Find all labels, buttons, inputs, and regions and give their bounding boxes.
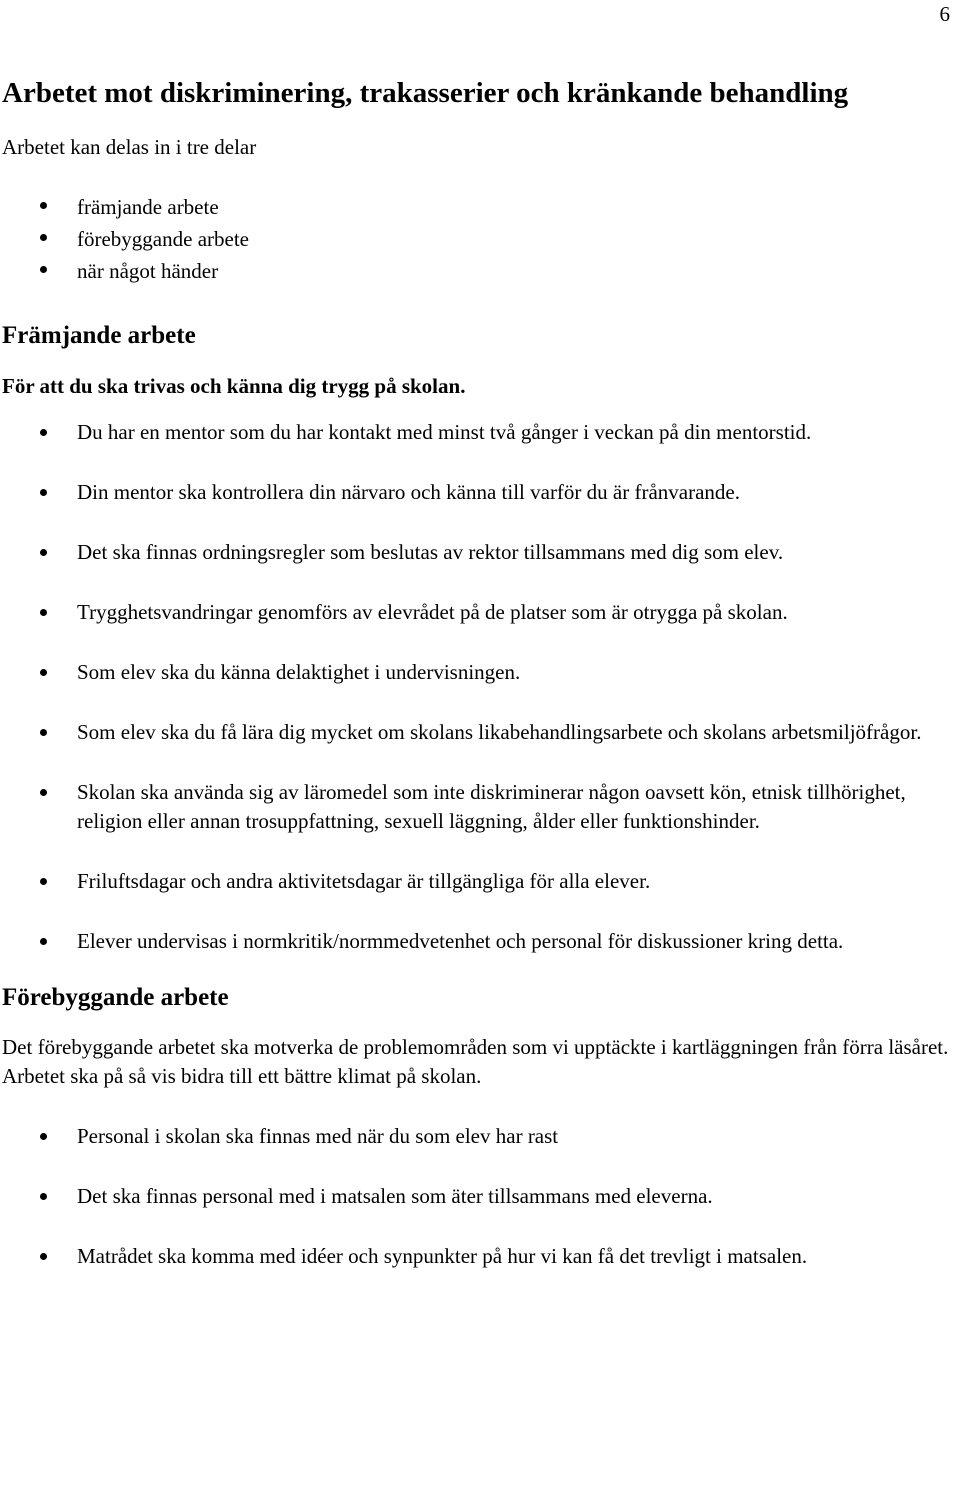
bullet-icon (40, 202, 47, 209)
list-item: Matrådet ska komma med idéer och synpunkter på hur vi kan få det trevligt i matsalen. (2, 1242, 957, 1271)
bullet-icon (40, 669, 47, 676)
list-item: Personal i skolan ska finnas med när du som elev har rast (2, 1122, 957, 1151)
list-item: när något händer (2, 255, 957, 287)
list-item: Elever undervisas i normkritik/normmedvetenhet och personal för diskussioner kring detta. (2, 927, 957, 956)
intro-text: Arbetet kan delas in i tre delar (2, 135, 257, 159)
list-item: Du har en mentor som du har kontakt med minst två gånger i veckan på din mentorstid. (2, 418, 957, 447)
list-item: Friluftsdagar och andra aktivitetsdagar är tillgängliga för alla elever. (2, 867, 957, 896)
bullet-icon (40, 489, 47, 496)
section-heading-forebyggande: Förebyggande arbete (2, 984, 229, 1011)
list-item: Som elev ska du få lära dig mycket om skolans likabehandlingsarbete och skolans arbetsmiljöfrågor. (2, 718, 957, 747)
bullet-icon (40, 429, 47, 436)
list-item: Det ska finnas personal med i matsalen som äter tillsammans med eleverna. (2, 1182, 957, 1211)
list-item: Skolan ska använda sig av läromedel som inte diskriminerar någon oavsett kön, etnisk tillhörighet, religion eller annan trosuppfattning, sexuell läggning, ålder eller funktionshinder. (2, 778, 957, 836)
bullet-icon (40, 266, 47, 273)
list-item: Som elev ska du känna delaktighet i undervisningen. (2, 658, 957, 687)
section-paragraph: Det förebyggande arbetet ska motverka de problemområden som vi upptäckte i kartläggningen från förra läsåret. Arbetet ska på så vis bidra till ett bättre klimat på skolan. (2, 1035, 949, 1088)
document-body (2, 74, 957, 1271)
bullet-icon (40, 878, 47, 885)
list-item: främjande arbete (2, 191, 957, 223)
section-lead: För att du ska trivas och känna dig trygg på skolan. (2, 374, 466, 398)
list-item: Det ska finnas ordningsregler som beslutas av rektor tillsammans med dig som elev. (2, 538, 957, 567)
forebyggande-list (2, 1122, 957, 1271)
page-number: 6 (939, 2, 950, 26)
bullet-icon (40, 1133, 47, 1140)
list-item: Trygghetsvandringar genomförs av elevrådet på de platser som är otrygga på skolan. (2, 598, 957, 627)
list-item: förebyggande arbete (2, 223, 957, 255)
framjande-list (2, 418, 957, 956)
bullet-icon (40, 789, 47, 796)
bullet-icon (40, 609, 47, 616)
bullet-icon (40, 234, 47, 241)
bullet-icon (40, 938, 47, 945)
bullet-icon (40, 729, 47, 736)
section-heading-framjande: Främjande arbete (2, 322, 196, 349)
page-title: Arbetet mot diskriminering, trakasserier och kränkande behandling (2, 77, 849, 109)
bullet-icon (40, 1193, 47, 1200)
parts-list (2, 191, 957, 287)
bullet-icon (40, 549, 47, 556)
list-item: Din mentor ska kontrollera din närvaro och känna till varför du är frånvarande. (2, 478, 957, 507)
bullet-icon (40, 1253, 47, 1260)
